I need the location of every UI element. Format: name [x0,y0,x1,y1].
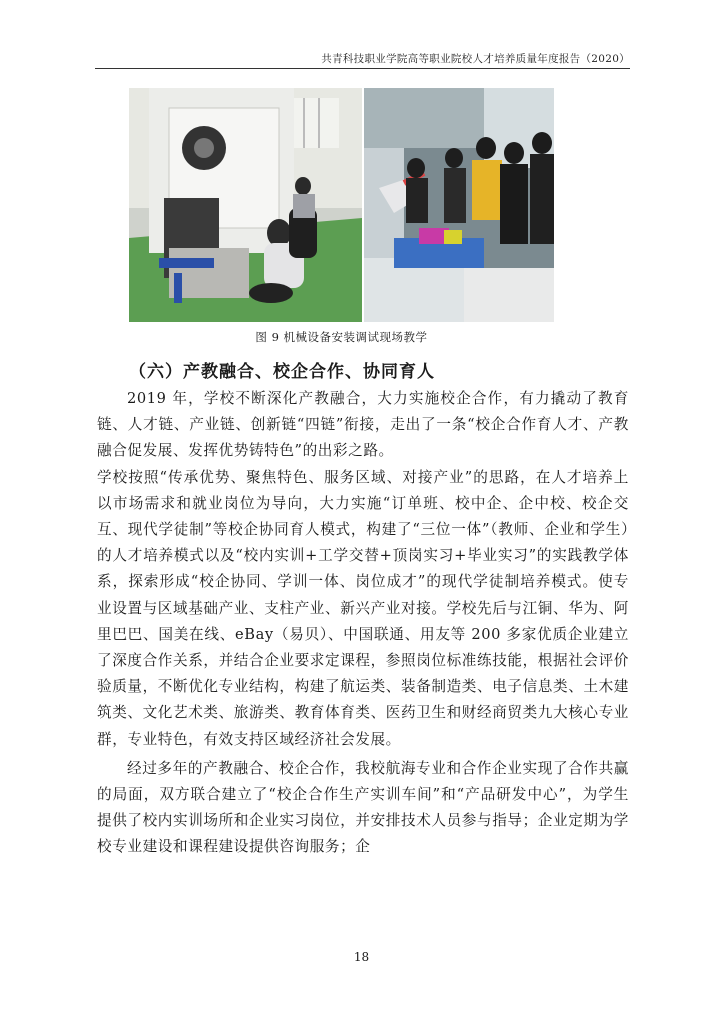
header-rule [95,68,630,69]
page-number: 18 [353,950,370,964]
paragraph: 2019 年，学校不断深化产教融合，大力实施校企合作，有力撬动了教育链、人才链、产业链、创新链“四链”衔接，走出了一条“校企合作育人才、产教融合促发展、发挥优势铸特色”的出彩之路。 [97,390,629,460]
section-heading: （六）产教融合、校企合作、协同育人 [129,362,435,382]
paragraph: 学校按照“传承优势、聚焦特色、服务区域、对接产业”的思路，在人才培养上以市场需求和就业岗位为导向，大力实施“订单班、校中企、企中校、校企交互、现代学徒制”等校企协同育人模式，构建了“三位一体”（教师、企业和学生）的人才培养模式以及“校内实训+工学交替+顶岗实习+毕业实习”的实践教学体系，探索形成“校企协同、学训一体、岗位成才”的现代学徒制培养模式。使专业设置与区域基础产业、支柱产业、新兴产业对接。学校先后与江铜、华为、阿里巴巴、国美在线、eBay（易贝）、中国联通、用友等 200 多家优质企业建立了深度合作关系，并结合企业要求定课程，参照岗位标准练技能，根据社会评价验质量，不断优化专业结构，构建了航运类、装备制造类、电子信息类、土木建筑类、文化艺术类、旅游类、教育体育类、医药卫生和财经商贸类九大核心专业群，专业特色，有效支持区域经济社会发展。 [97,468,629,748]
paragraph: 经过多年的产教融合、校企合作，我校航海专业和合作企业实现了合作共赢的局面，双方联合建立了“校企合作生产实训车间”和“产品研发中心”，为学生提供了校内实训场所和企业实习岗位，并安排技术人员参与指导；企业定期为学校专业建设和课程建设提供咨询服务；企 [97,759,629,856]
running-header: 共青科技职业学院高等职业院校人才培养质量年度报告（2020） [321,53,630,65]
photo-robot-training [364,88,554,322]
figure-caption: 图 9 机械设备安装调试现场教学 [255,330,428,344]
body-text [97,386,629,861]
photo-machine-installation [129,88,362,322]
